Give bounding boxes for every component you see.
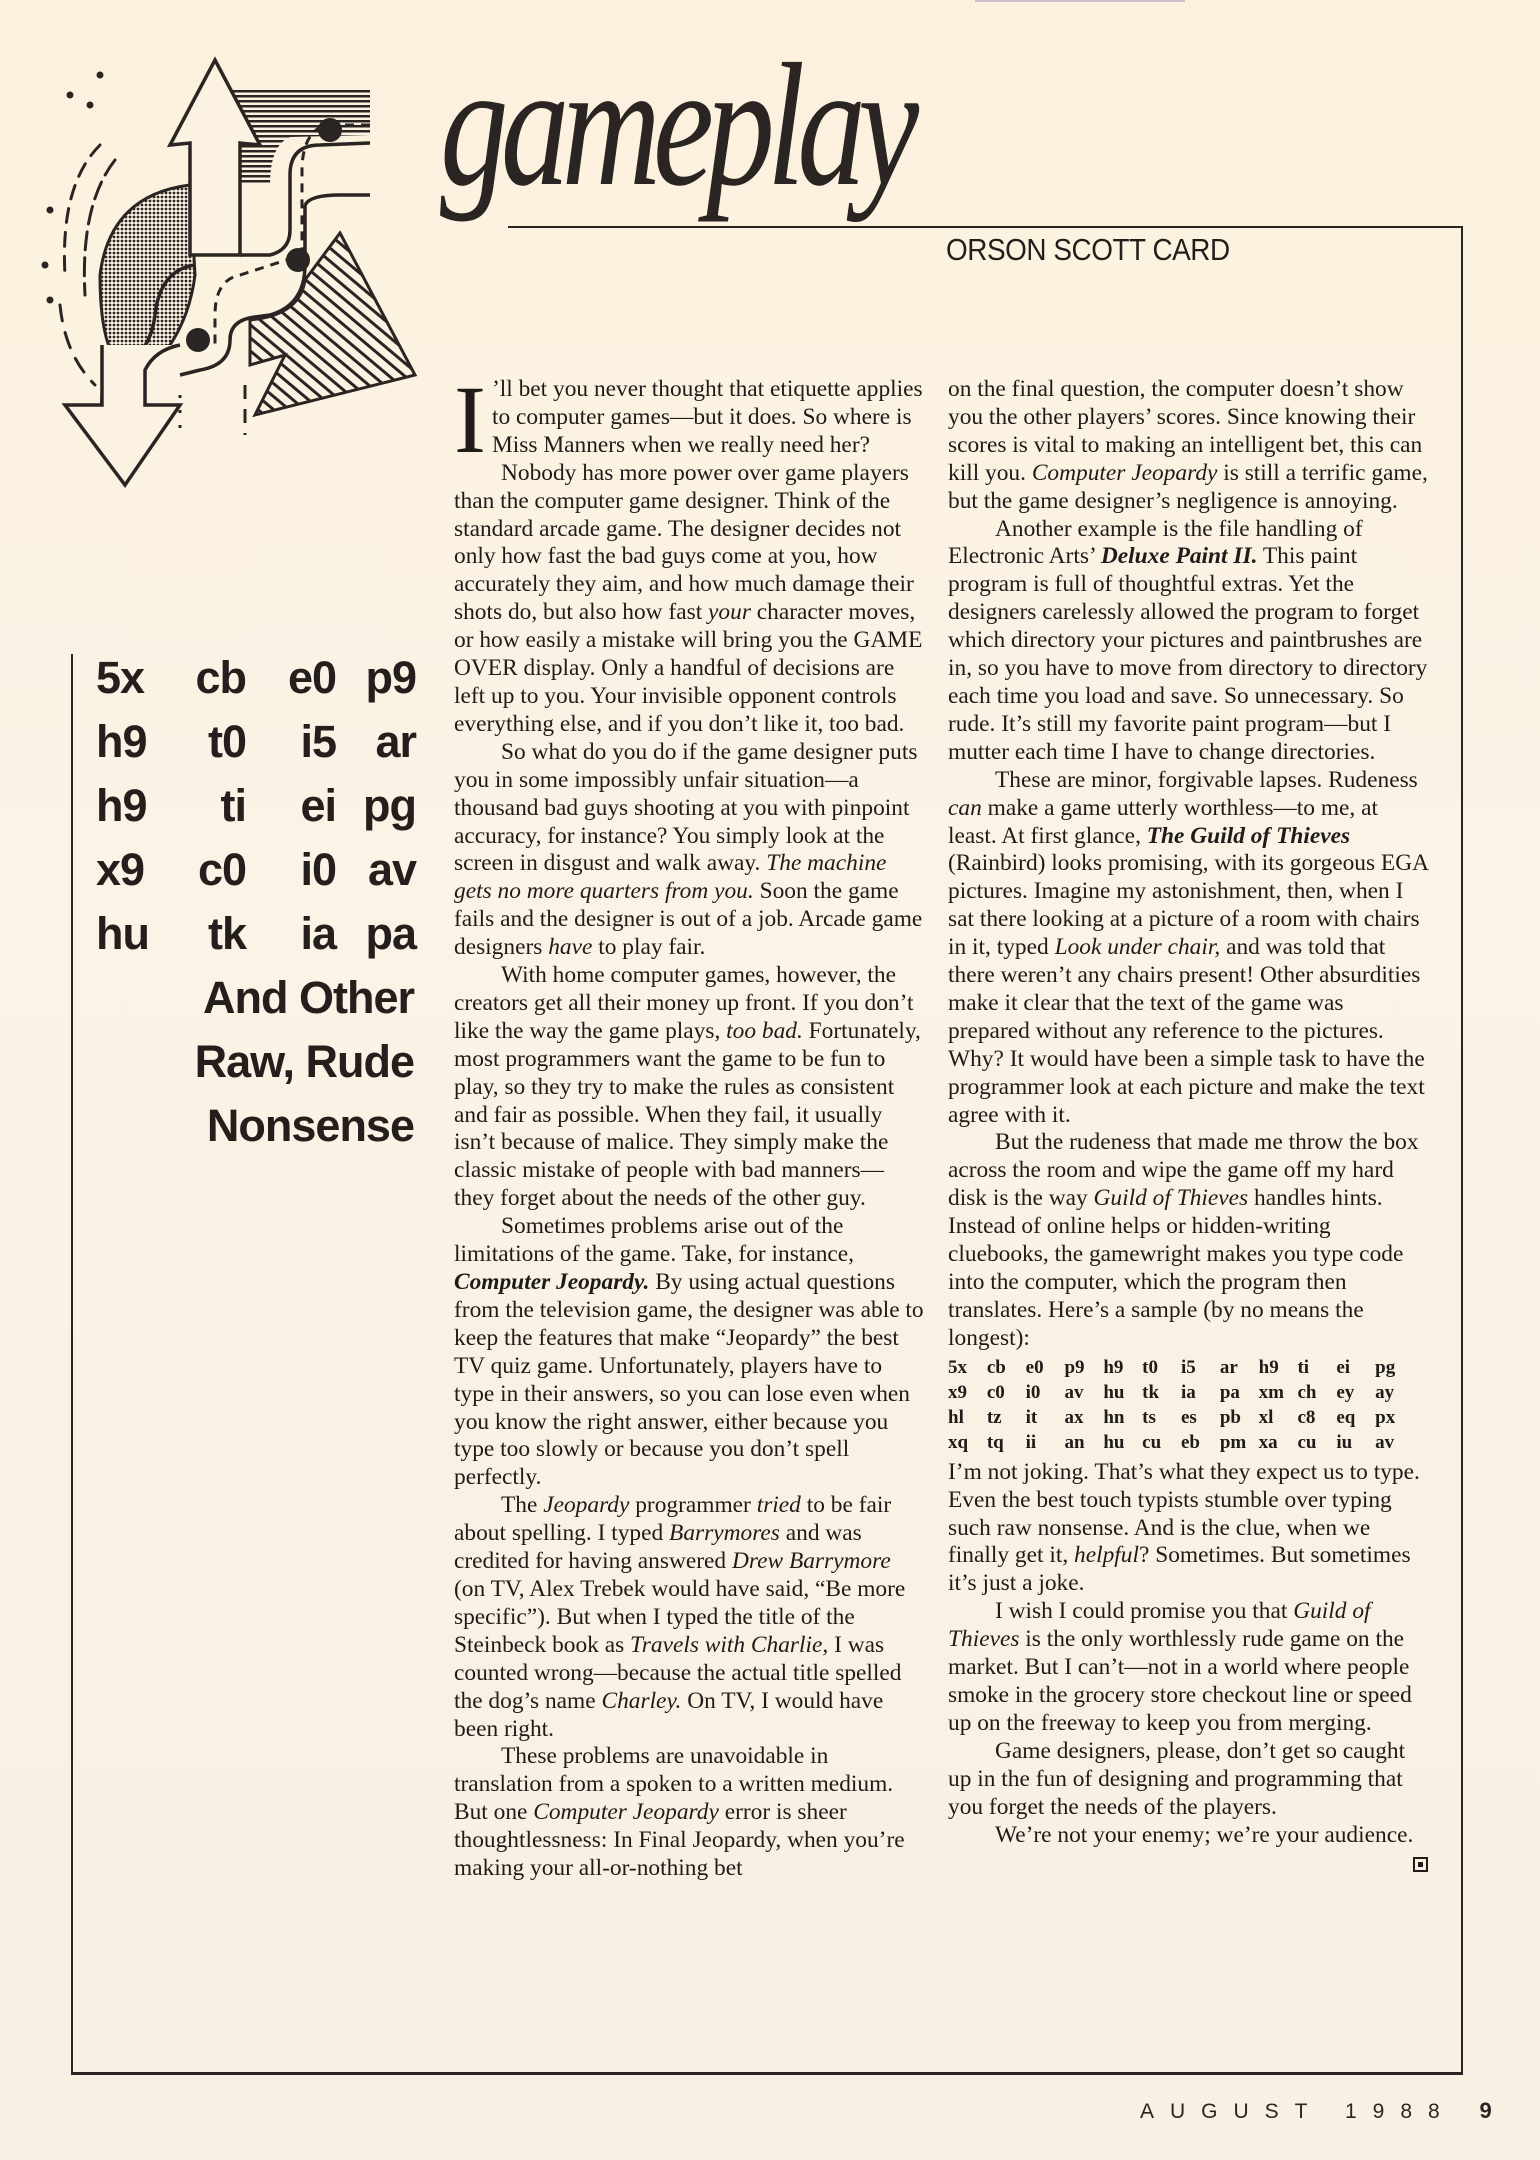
headline-code-token: hu	[96, 908, 149, 959]
text-run: The	[501, 1492, 544, 1519]
article-paragraph	[454, 739, 924, 962]
hint-code-token: hn	[1103, 1406, 1125, 1428]
text-run: to play fair.	[592, 934, 706, 961]
hint-code-token: c0	[986, 1381, 1005, 1403]
text-run: Sometimes problems arise out of the limitations of the game. Take, for instance,	[454, 1213, 855, 1268]
article-paragraph	[454, 1213, 924, 1492]
hint-code-token: iu	[1336, 1431, 1353, 1453]
article-paragraph	[948, 1822, 1428, 1850]
headline-code-token: i5	[300, 716, 336, 767]
right-column-text-before-code	[948, 376, 1428, 1353]
hint-code-token: hl	[948, 1406, 964, 1428]
hint-code-token: eb	[1180, 1431, 1200, 1453]
hint-code-token: i0	[1025, 1381, 1041, 1403]
hint-code-token: ei	[1336, 1356, 1351, 1378]
text-run: Nobody has more power over game players than the computer game designer. Think of the standard arcade game. The designer decides not only how fast the bad guys come at you, how accurately they aim, and how much damage their shots do, but also how fast	[454, 459, 914, 626]
article-column-right	[948, 376, 1428, 1872]
hint-code-token: hu	[1103, 1431, 1125, 1453]
page-footer	[1140, 2098, 1492, 2124]
title-emphasis: The Guild of Thieves	[1146, 822, 1351, 849]
hint-code-token: px	[1375, 1406, 1396, 1428]
headline-code-token: pg	[363, 780, 416, 831]
text-run: By using actual questions from the television game, the designer was able to keep the features that make “Jeopardy” the best TV quiz game. Unfortunately, players have to type in their answers, so you can lose even when you know the right answer, either because you type too slowly or because you don’t spell perfectly.	[454, 1269, 924, 1491]
article-paragraph	[948, 1738, 1428, 1822]
italic-emphasis: your	[708, 599, 751, 626]
frame-rule-bottom	[71, 2072, 1463, 2075]
text-run: and was told that there weren’t any chairs present! Other absurdities make it clear that the text of the game was prepared without any reference to the pictures. Why? It would have been a simple task to have the programmer look at each picture and make the text agree with it.	[948, 934, 1425, 1128]
hint-code-token: ay	[1375, 1381, 1395, 1403]
headline-code-token: h9	[96, 716, 147, 767]
italic-emphasis: The machine gets no more quarters from you.	[454, 850, 887, 905]
hint-code-token: ax	[1064, 1406, 1084, 1428]
italic-emphasis: Drew Barrymore	[731, 1548, 891, 1575]
headline-code-token: ia	[300, 908, 336, 959]
text-run: I’m not joking. That’s what they expect us to type. Even the best touch typists stumble over typing such raw nonsense. And is the clue, when we finally get it,	[948, 1458, 1420, 1569]
headline-code-token: p9	[365, 652, 416, 703]
hint-code-token: e0	[1025, 1356, 1044, 1378]
headline-code-token: tk	[207, 908, 246, 959]
headline-code-token: ti	[220, 780, 246, 831]
text-run: (Rainbird) looks promising, with its gorgeous EGA pictures. Imagine my astonishment, then, when I sat there looking at a picture of a room with chairs in it, typed	[948, 850, 1428, 961]
headline-code-token: ar	[375, 716, 416, 767]
italic-emphasis: Charley.	[601, 1687, 682, 1714]
issue-date: AUGUST 1988	[1140, 2100, 1456, 2123]
hint-code-token: ey	[1336, 1381, 1355, 1403]
hint-code-token: ii	[1025, 1431, 1037, 1453]
end-of-article-square-icon	[1413, 1857, 1428, 1872]
text-run: We’re not your enemy; we’re your audience.	[995, 1821, 1414, 1848]
page-number: 9	[1479, 2098, 1492, 2123]
text-run: Game designers, please, don’t get so caught up in the fun of designing and programming that you forget the needs of the players.	[948, 1737, 1406, 1820]
hint-code-token: pb	[1219, 1406, 1241, 1428]
hint-code-token: ia	[1180, 1381, 1196, 1403]
headline-code-token: i0	[300, 844, 336, 895]
hint-code-token: pm	[1219, 1431, 1247, 1453]
italic-emphasis: have	[548, 934, 593, 961]
text-run: ? Sometimes. But sometimes it’s just a joke.	[948, 1542, 1411, 1597]
hint-code-token: i5	[1180, 1356, 1196, 1378]
author-byline: ORSON SCOTT CARD	[946, 232, 1230, 267]
text-run: is still a terrific game, but the game designer’s negligence is annoying.	[948, 459, 1428, 514]
headline-code-grid	[96, 646, 416, 966]
frame-rule-top	[508, 226, 1463, 228]
article-column-left	[454, 366, 924, 1883]
text-run: With home computer games, however, the creators get all their money up front. If you don’t like the way the game plays,	[454, 962, 914, 1044]
text-run: But the rudeness that made me throw the box across the room and wipe the game off my hard disk is the way	[948, 1129, 1419, 1212]
hint-code-token: cb	[986, 1356, 1006, 1378]
italic-emphasis: Computer Jeopardy	[1031, 459, 1218, 486]
headline-code-token: c0	[197, 844, 246, 895]
text-run: (on TV, Alex Trebek would have said, “Be more specific”). But when I typed the title of the Steinbeck book as	[454, 1575, 906, 1658]
hint-code-token: t0	[1142, 1356, 1158, 1378]
headline-code-token: 5x	[96, 652, 145, 703]
text-run: These problems are unavoidable in translation from a spoken to a written medium. But one	[454, 1743, 894, 1826]
article-paragraph	[454, 962, 924, 1213]
hint-code-token: p9	[1064, 1356, 1085, 1378]
text-run: is the only worthlessly rude game on the market. But I can’t—not in a world where people smoke in the grocery store checkout line or speed up on the freeway to keep you from merging.	[948, 1626, 1412, 1736]
text-run: Fortunately, most programmers want the game to be fun to play, so they try to make the rules as consistent and fair as possible. When they fail, it usually isn’t because of malice. They simply make the classic mistake of people with bad manners—they forget about the needs of the other guy.	[454, 1017, 921, 1212]
frame-rule-right	[1461, 226, 1463, 2074]
hint-code-token: ar	[1219, 1356, 1238, 1378]
hint-code-token: cu	[1297, 1431, 1317, 1453]
hint-code-token: eq	[1336, 1406, 1356, 1428]
italic-emphasis: too bad.	[726, 1017, 803, 1044]
hint-code-token: tq	[986, 1431, 1004, 1453]
pull-headline	[96, 646, 416, 1158]
hint-code-token: xq	[948, 1431, 969, 1453]
headline-code-token: x9	[96, 844, 145, 895]
headline-code-token: h9	[96, 780, 147, 831]
hint-code-token: ch	[1297, 1381, 1317, 1403]
hint-code-token: h9	[1103, 1356, 1124, 1378]
headline-line: Nonsense	[206, 1100, 414, 1151]
italic-emphasis: Jeopardy	[543, 1492, 630, 1519]
hint-code-token: es	[1180, 1406, 1197, 1428]
headline-line: Raw, Rude	[194, 1036, 414, 1087]
text-run: handles hints. Instead of online helps or hidden-writing cluebooks, the gamewright makes you type code into the computer, which the program then translates. Here’s a sample (by no means the longest):	[948, 1185, 1404, 1351]
hint-code-token: x9	[948, 1381, 967, 1403]
italic-emphasis: Travels with Charlie,	[630, 1631, 829, 1658]
text-run: Soon the game fails and the designer is out of a job. Arcade game designers	[454, 878, 923, 961]
article-paragraph	[454, 460, 924, 739]
article-paragraph	[948, 767, 1428, 1130]
article-paragraph	[454, 366, 924, 473]
article-paragraph	[454, 1743, 924, 1883]
article-paragraph	[948, 1598, 1428, 1738]
text-run: to be fair about spelling. I typed	[454, 1492, 892, 1547]
hint-code-token: tz	[986, 1406, 1002, 1428]
text-run: So what do you do if the game designer puts you in some impossibly unfair situation—a thousand bad guys shooting at you with pinpoint accuracy, for instance? You simply look at the screen in disgust and walk away.	[454, 738, 918, 877]
text-run: programmer	[629, 1492, 757, 1519]
text-run: This paint program is full of thoughtful extras. Yet the designers carelessly allowed the program to forget which directory your pictures and paintbrushes are in, so you have to move from directory to directory each time you load and save. So unnecessary. So rude. It’s still my favorite paint program—but I mutter each time I have to change directories.	[948, 543, 1428, 765]
text-run: make a game utterly worthless—to me, at least. At first glance,	[948, 794, 1379, 849]
text-run: error is sheer thoughtlessness: In Final Jeopardy, when you’re making your all-or-nothing bet	[454, 1799, 905, 1882]
hint-code-token: ti	[1297, 1356, 1310, 1378]
section-title: gameplay	[440, 28, 912, 223]
title-emphasis: Computer Jeopardy.	[454, 1269, 650, 1295]
hint-code-token: pa	[1219, 1381, 1240, 1403]
text-run: Another example is the file handling of Electronic Arts’	[948, 515, 1363, 570]
headline-code-token: pa	[365, 908, 416, 959]
headline-line: And Other	[203, 972, 414, 1023]
right-column-text-after-code	[948, 1459, 1428, 1850]
hint-code-token: c8	[1297, 1406, 1316, 1428]
headline-code-token: av	[367, 844, 416, 895]
headline-code-token: cb	[195, 652, 246, 703]
hint-code-sample	[948, 1355, 1414, 1455]
headline-code-token: t0	[207, 716, 246, 767]
hint-code-token: av	[1064, 1381, 1084, 1403]
hint-code-token: av	[1375, 1431, 1395, 1453]
headline-code-token: e0	[287, 652, 336, 703]
hint-code-token: ts	[1142, 1406, 1156, 1428]
italic-emphasis: Computer Jeopardy	[533, 1799, 719, 1826]
text-run: character moves, or how easily a mistake will bring you the GAME OVER display. Only a handful of decisions are left up to you. Your invisible opponent controls everything else, and if you don’t like it, too bad.	[454, 599, 923, 737]
article-paragraph	[948, 376, 1428, 516]
hint-code-token: an	[1064, 1431, 1085, 1453]
hint-code-token: xm	[1258, 1381, 1284, 1403]
arrows-illustration-icon	[40, 55, 430, 495]
headline-code-token: ei	[300, 780, 336, 831]
hint-code-token: h9	[1258, 1356, 1279, 1378]
hint-code-token: tk	[1142, 1381, 1160, 1403]
italic-emphasis: can	[948, 794, 982, 821]
article-paragraph	[948, 1459, 1428, 1599]
text-run: and was credited for having answered	[454, 1520, 862, 1575]
top-edge-artifact	[975, 0, 1185, 2]
italic-emphasis: tried	[756, 1492, 801, 1519]
article-paragraph	[948, 1129, 1428, 1352]
hint-code-token: it	[1025, 1406, 1038, 1428]
text-run: These are minor, forgivable lapses. Rudeness	[995, 766, 1418, 793]
article-paragraph	[948, 516, 1428, 767]
hint-code-token: cu	[1142, 1431, 1162, 1453]
italic-emphasis: Guild of Thieves	[1093, 1185, 1249, 1212]
italic-emphasis: Look under chair,	[1054, 934, 1221, 961]
text-run: I was counted wrong—because the actual title spelled the dog’s name	[454, 1631, 902, 1714]
text-run: On TV, I would have been right.	[454, 1687, 884, 1742]
hint-code-token: xa	[1258, 1431, 1278, 1453]
hint-code-token: 5x	[948, 1356, 967, 1378]
hint-code-token: hu	[1103, 1381, 1125, 1403]
text-run: ’ll bet you never thought that etiquette applies to computer games—but it does. So where is Miss Manners when we really need her?	[491, 376, 923, 458]
hint-code-token: xl	[1258, 1406, 1274, 1428]
italic-emphasis: helpful	[1074, 1542, 1139, 1569]
article-paragraph	[454, 1492, 924, 1743]
title-emphasis: Deluxe Paint II.	[1100, 543, 1258, 570]
hint-code-token: pg	[1375, 1356, 1396, 1378]
text-run: on the final question, the computer doesn’t show you the other players’ scores. Since knowing their scores is vital to making an intelligent bet, this can kill you.	[948, 376, 1423, 486]
italic-emphasis: Guild of Thieves	[948, 1598, 1371, 1653]
text-run: I wish I could promise you that	[995, 1598, 1294, 1625]
drop-cap: I	[454, 366, 486, 473]
frame-rule-left	[71, 654, 73, 2074]
italic-emphasis: Barrymores	[669, 1520, 780, 1547]
